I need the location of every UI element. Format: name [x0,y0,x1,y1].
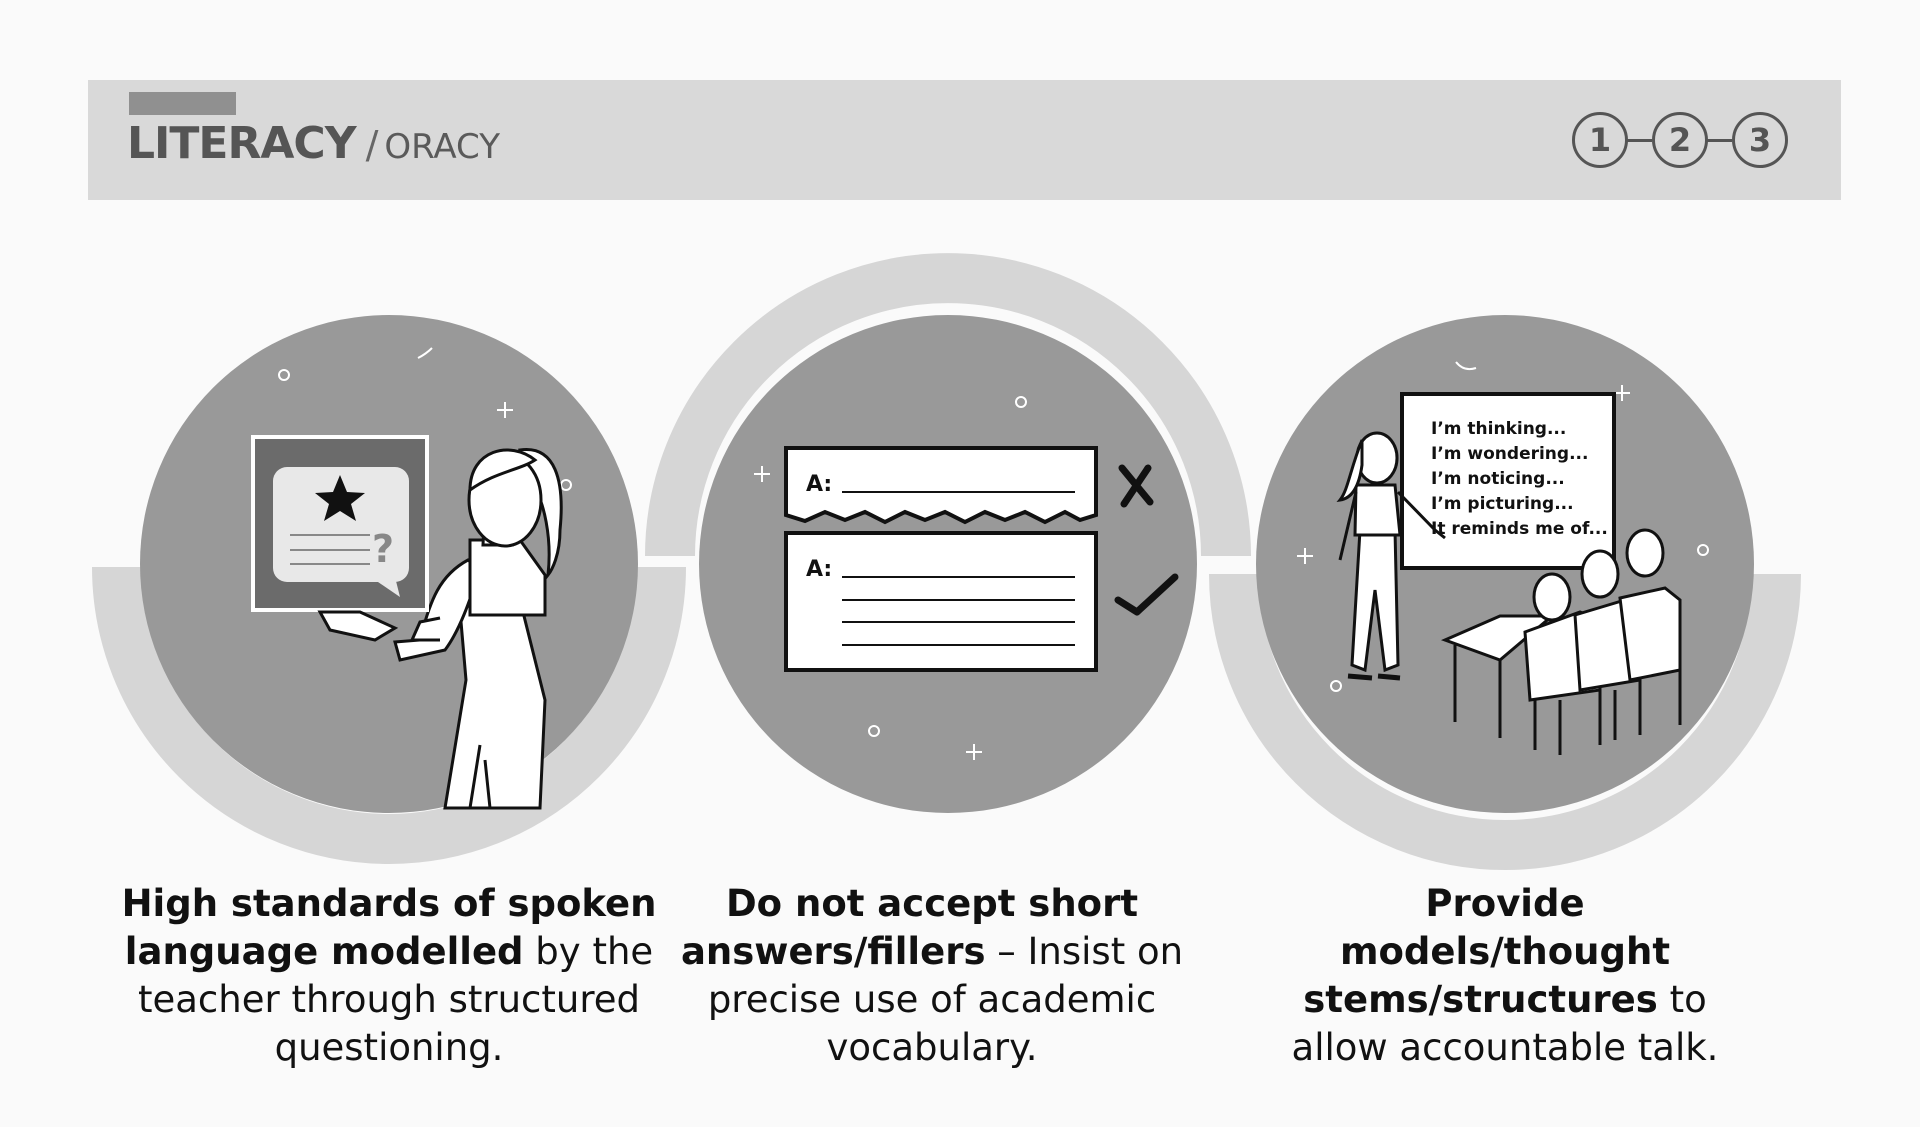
board-line: I’m picturing... [1431,494,1574,514]
panel-2-illustration [699,315,1197,813]
panel-1-caption-text: by the teacher through structured questioning. [137,930,654,1069]
title-separator: / [365,123,379,167]
panel-3-caption-text: to allow accountable talk. [1291,978,1719,1069]
panel-3-caption-bold: Provide models/thought stems/structures [1303,882,1671,1021]
title-literacy: LITERACY [127,118,356,169]
long-answer-card-icon [786,533,1096,670]
panel-1-caption-bold: High standards of spoken language modelled [121,882,657,973]
title-oracy: ORACY [384,127,500,167]
board-line: It reminds me of... [1431,519,1608,539]
panel-1-caption [109,880,669,1072]
panel-1-illustration [140,315,638,813]
step-3: 3 [1732,112,1788,168]
board-line: I’m wondering... [1431,444,1589,464]
question-mark-icon: ? [372,527,395,571]
panel-2-caption [652,880,1212,1072]
long-answer-label: A: [806,557,833,582]
step-1: 1 [1572,112,1628,168]
short-answer-card-icon [786,448,1096,522]
board-line: I’m thinking... [1431,419,1567,439]
board-line: I’m noticing... [1431,469,1565,489]
panel-2-caption-text: – Insist on precise use of academic vocabulary. [707,930,1184,1069]
panel-3-illustration [1256,315,1754,813]
step-2: 2 [1652,112,1708,168]
short-answer-label: A: [806,472,833,497]
panel-2-caption-bold: Do not accept short answers/fillers [680,882,1139,973]
whiteboard-icon [1402,394,1614,568]
panel-3-caption [1225,880,1785,1072]
tablet-icon [253,437,427,610]
